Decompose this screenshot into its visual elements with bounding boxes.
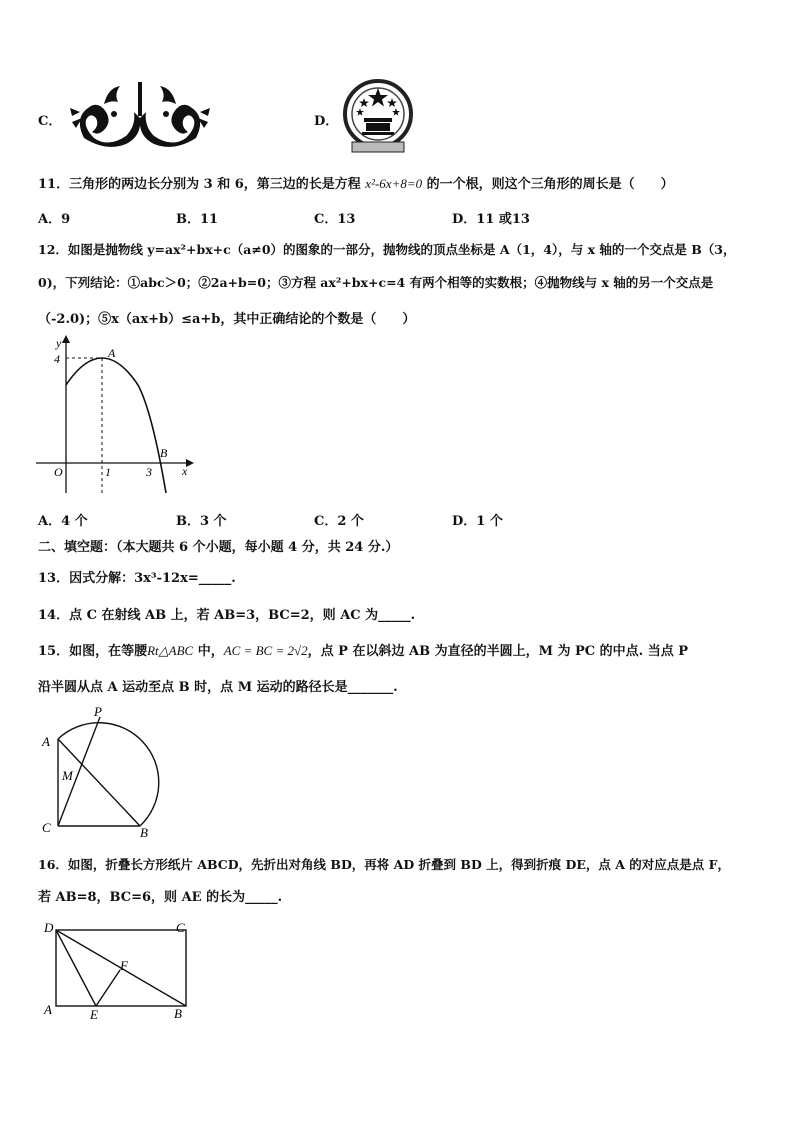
- label-c: C: [176, 920, 185, 935]
- q16-line-1: 16．如图，折叠长方形纸片 ABCD，先折出对角线 BD，再将 AD 折叠到 BD 上，得到折痕 DE，点 A 的对应点是点 F，: [38, 857, 730, 872]
- q15-line-1: [38, 640, 688, 659]
- section-2-heading: 二、填空题：（本大题共 6 个小题，每小题 4 分，共 24 分.）: [38, 540, 399, 555]
- semicircle: [58, 723, 159, 826]
- segment-ef: [96, 970, 120, 1006]
- q12-line-3: （-2.0)；⑤x（ax+b）≤a+b，其中正确结论的个数是（ ）: [38, 312, 416, 327]
- label-c: C: [42, 820, 51, 835]
- q10-option-d-emblem: [338, 76, 418, 158]
- q15-equation: AC = BC = 2√2: [223, 643, 308, 658]
- q12-option-c: C．2 个: [314, 514, 364, 529]
- q10-option-c-label: C．: [38, 114, 62, 129]
- label-p: P: [94, 704, 102, 719]
- x-label: x: [182, 464, 188, 478]
- q11-equation: x²-6x+8=0: [365, 176, 423, 191]
- q10-option-d-label: D．: [314, 114, 339, 129]
- label-b: B: [174, 1006, 182, 1021]
- q15-line-1-c: ，点 P 在以斜边 AB 为直径的半圆上，M 为 PC 的中点. 当点 P: [307, 644, 689, 659]
- label-m: M: [62, 768, 73, 783]
- q15-line-1-b: 中，: [193, 644, 224, 659]
- q11-option-a: A．9: [38, 212, 71, 227]
- q12-line-2: 0)，下列结论：①abc＞0；②2a+b=0；③方程 ax²+bx+c=4 有两个相等的实数根；④抛物线与 x 轴的另一个交点是: [38, 275, 714, 290]
- q12-line-1: 12．如图是抛物线 y=ax²+bx+c（a≠0）的图象的一部分，抛物线的顶点坐标是 A（1，4），与 x 轴的一个交点是 B（3，: [38, 242, 736, 257]
- q11-stem: [38, 173, 674, 192]
- q15-triangle: Rt△ABC: [147, 643, 194, 658]
- q11-stem-b: 的一个根，则这个三角形的周长是（ ）: [422, 177, 674, 192]
- label-a: A: [42, 734, 50, 749]
- label-f: F: [120, 958, 128, 973]
- point-a-label: A: [108, 346, 116, 360]
- label-e: E: [90, 1007, 98, 1022]
- q12-option-b: B．3 个: [176, 514, 227, 529]
- y-tick-4: 4: [54, 352, 60, 366]
- origin-label: O: [54, 465, 63, 479]
- q14-text: 14．点 C 在射线 AB 上，若 AB=3，BC=2，则 AC 为_____.: [38, 608, 416, 623]
- y-axis-arrow: [62, 335, 70, 343]
- q15-line-1-a: 15．如图，在等腰: [38, 644, 148, 659]
- label-d: D: [44, 920, 54, 935]
- q16-figure: [40, 918, 200, 1024]
- q12-parabola-graph: [30, 333, 200, 503]
- q11-option-b: B．11: [176, 212, 219, 227]
- q12-option-d: D．1 个: [452, 514, 503, 529]
- q11-option-d: D．11 或13: [452, 212, 530, 227]
- q11-option-c: C．13: [314, 212, 356, 227]
- q12-option-a: A．4 个: [38, 514, 88, 529]
- label-a: A: [44, 1002, 52, 1017]
- label-b: B: [140, 825, 148, 840]
- x-tick-3: 3: [146, 465, 152, 479]
- y-label: y: [56, 336, 62, 350]
- q13-text: 13．因式分解：3x³-12x=_____.: [38, 571, 236, 586]
- q15-line-2: 沿半圆从点 A 运动至点 B 时，点 M 运动的路径长是_______.: [38, 680, 398, 695]
- q10-option-c-image: [64, 78, 216, 152]
- x-tick-1: 1: [105, 465, 111, 479]
- q16-line-2: 若 AB=8，BC=6，则 AE 的长为_____.: [38, 890, 283, 905]
- q11-stem-a: 11．三角形的两边长分别为 3 和 6，第三边的长是方程: [38, 177, 366, 192]
- q15-figure: [36, 702, 170, 840]
- point-b-label: B: [160, 446, 168, 460]
